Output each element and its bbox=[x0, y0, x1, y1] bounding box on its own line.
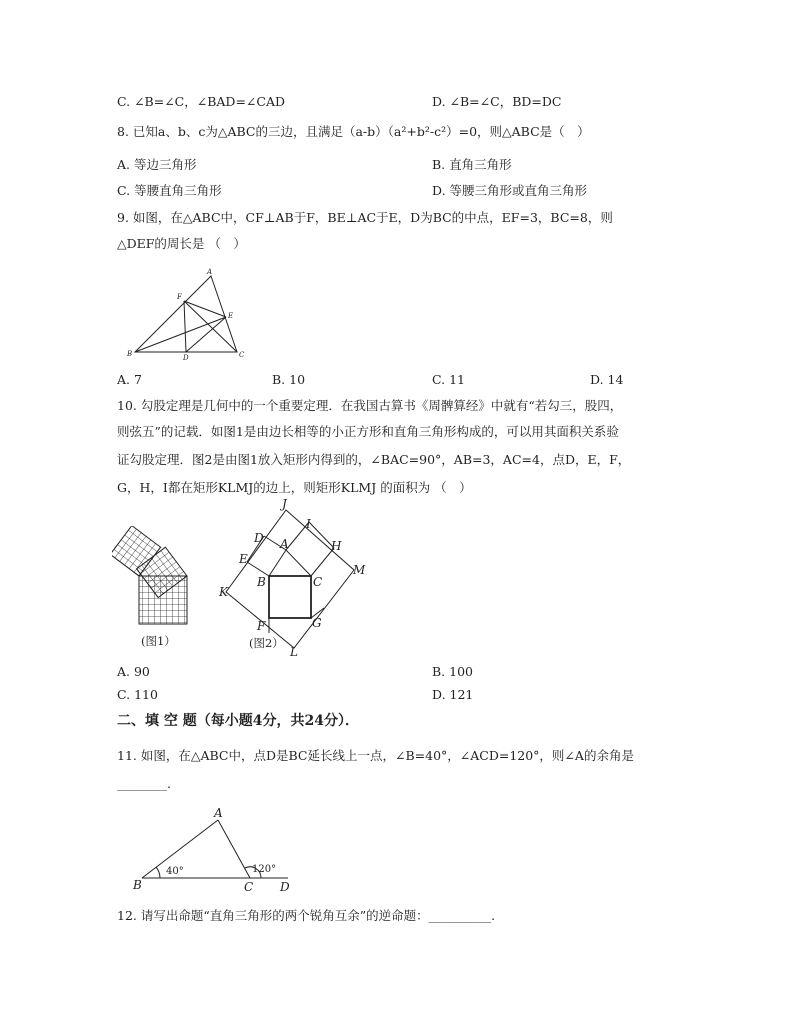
q9-option-a: A. 7 bbox=[117, 372, 142, 387]
q10-triangle-abc bbox=[269, 550, 311, 576]
q10-label-i: I bbox=[306, 517, 311, 531]
q9-stem-line2: △DEF的周长是 （ ） bbox=[117, 236, 246, 251]
q9-label-a: A bbox=[207, 268, 213, 276]
q10-figure1 bbox=[112, 526, 212, 630]
q11-line-ac bbox=[218, 820, 250, 878]
q10-label-k: K bbox=[219, 585, 228, 599]
q10-stem-line3: 证勾股定理．图2是由图1放入矩形内得到的，∠BAC=90°，AB=3，AC=4，点D，E，F， bbox=[117, 452, 631, 467]
q10-label-d: D bbox=[254, 531, 264, 545]
q9-segment-be bbox=[135, 317, 226, 352]
q10-stem-line2: 则弦五”的记载．如图1是由边长相等的小正方形和直角三角形构成的，可以用其面积关系验 bbox=[117, 424, 619, 439]
q10-figure1-caption: (图1） bbox=[141, 634, 176, 648]
section2-heading: 二、填 空 题（每小题4分，共24分）． bbox=[117, 713, 359, 729]
q11-angle-acd-value: 120° bbox=[252, 864, 277, 875]
q9-label-e: E bbox=[228, 312, 234, 320]
q11-answer-blank: ________. bbox=[117, 776, 171, 791]
q9-triangle-figure bbox=[125, 266, 255, 361]
q9-label-c: C bbox=[239, 351, 245, 359]
q10-label-a: A bbox=[280, 537, 289, 551]
q10-rectangle-klmj bbox=[226, 510, 354, 648]
q9-option-d: D. 14 bbox=[590, 372, 624, 387]
q9-segment-df bbox=[184, 301, 186, 352]
q9-option-c: C. 11 bbox=[432, 372, 465, 387]
q10-line-eb bbox=[247, 562, 269, 576]
q11-triangle-figure bbox=[128, 806, 298, 896]
q10-stem-line1: 10. 勾股定理是几何中的一个重要定理．在我国古算书《周髀算经》中就有“若勾三，股四， bbox=[117, 398, 623, 413]
q10-label-h: H bbox=[331, 539, 342, 553]
q10-stem-line4: G，H，I都在矩形KLMJ的边上，则矩形KLMJ 的面积为 （ ） bbox=[117, 480, 472, 495]
q10-label-m: M bbox=[353, 563, 366, 577]
q11-angle-b-value: 40° bbox=[166, 866, 184, 877]
q9-label-f: F bbox=[177, 293, 182, 301]
q10-label-f: F bbox=[257, 619, 266, 633]
q9-option-b: B. 10 bbox=[272, 372, 306, 387]
q10-label-g: G bbox=[312, 616, 322, 630]
q10-option-d: D. 121 bbox=[432, 687, 474, 702]
q8-option-b: B. 直角三角形 bbox=[432, 157, 512, 172]
q10-label-e: E bbox=[239, 552, 248, 566]
q7-option-c: C. ∠B=∠C，∠BAD=∠CAD bbox=[117, 94, 286, 109]
q10-label-j: J bbox=[282, 498, 287, 511]
q10-option-b: B. 100 bbox=[432, 664, 473, 679]
q10-figure2 bbox=[214, 498, 374, 658]
q10-label-l: L bbox=[290, 645, 298, 658]
q8-option-d: D. 等腰三角形或直角三角形 bbox=[432, 183, 588, 198]
q10-figure2-caption: (图2） bbox=[249, 636, 284, 650]
q10-option-a: A. 90 bbox=[117, 664, 150, 679]
q10-label-c: C bbox=[313, 575, 323, 589]
q9-label-d: D bbox=[183, 354, 189, 361]
q10-label-b: B bbox=[257, 575, 266, 589]
q11-label-b: B bbox=[133, 878, 142, 892]
q9-segment-cf bbox=[184, 301, 237, 352]
q11-stem: 11. 如图，在△ABC中，点D是BC延长线上一点，∠B=40°，∠ACD=120°，则∠A的余角是 bbox=[117, 748, 634, 763]
q9-label-b: B bbox=[127, 350, 133, 358]
q8-option-c: C. 等腰直角三角形 bbox=[117, 183, 222, 198]
q8-stem: 8. 已知a、b、c为△ABC的三边，且满足（a-b）（a²+b²-c²）=0，则△ABC是（ ） bbox=[117, 124, 590, 139]
q10-option-c: C. 110 bbox=[117, 687, 158, 702]
q9-stem-line1: 9. 如图，在△ABC中，CF⊥AB于F，BE⊥AC于E，D为BC的中点，EF=3，BC=8，则 bbox=[117, 210, 613, 225]
q10-square-bc bbox=[269, 576, 311, 618]
q11-label-c: C bbox=[244, 880, 254, 894]
q8-option-a: A. 等边三角形 bbox=[117, 157, 197, 172]
q11-label-d: D bbox=[280, 880, 290, 894]
q12-stem: 12. 请写出命题“直角三角形的两个锐角互余”的逆命题：__________. bbox=[117, 908, 496, 923]
q11-angle-b-arc bbox=[156, 867, 160, 878]
q11-label-a: A bbox=[214, 806, 223, 820]
q7-option-d: D. ∠B=∠C，BD=DC bbox=[432, 94, 562, 109]
q9-segment-ef bbox=[184, 301, 226, 317]
